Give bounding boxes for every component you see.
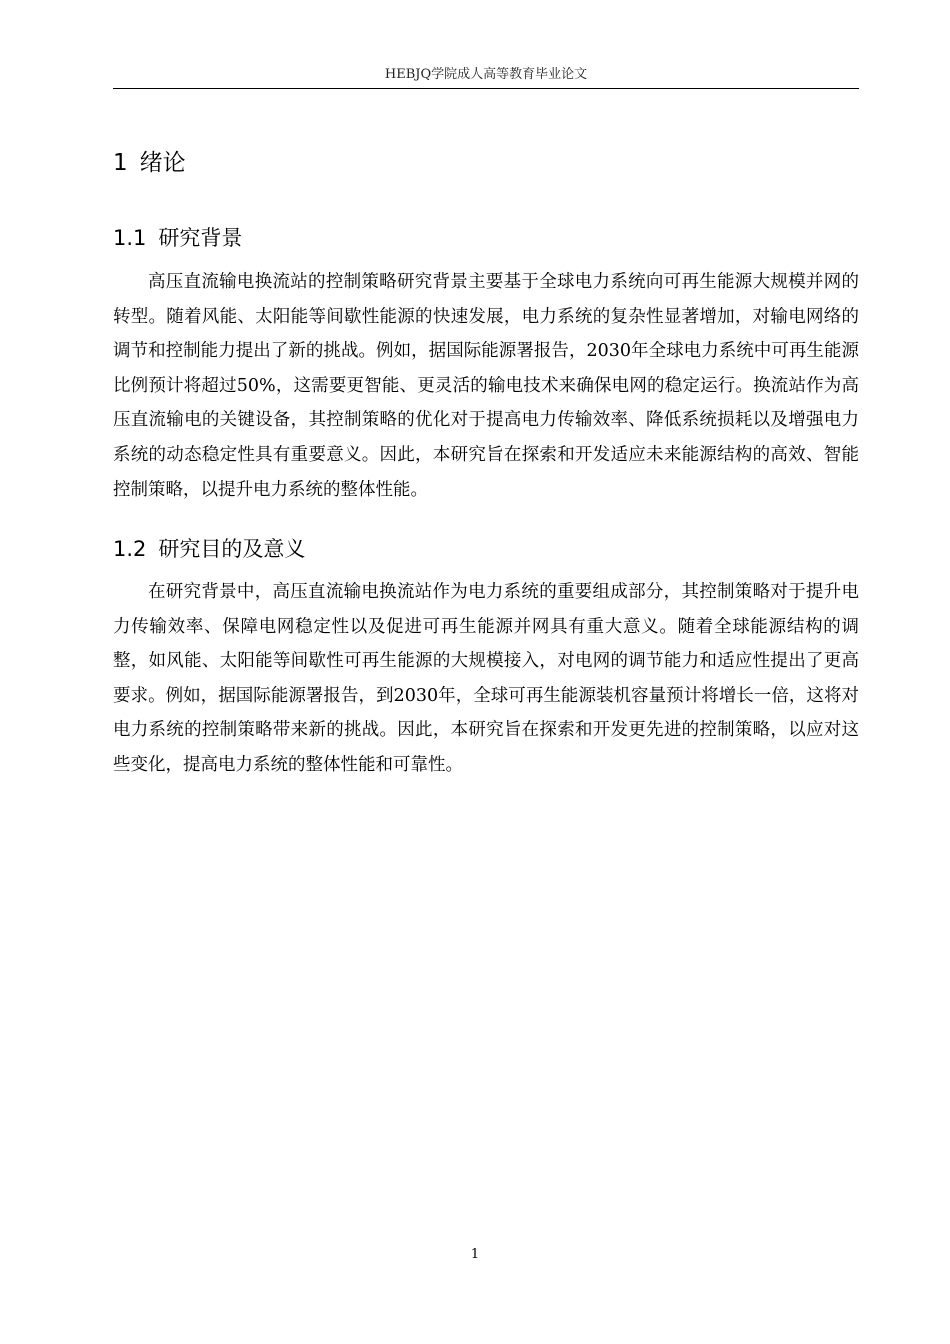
section-title-text: 研究目的及意义 [158, 537, 306, 561]
chapter-title [113, 145, 186, 181]
section-number: 1.1 [113, 226, 147, 250]
section-number: 1.2 [113, 537, 147, 561]
page-number: 1 [470, 1247, 480, 1262]
section-paragraph-1-1: 高压直流输电换流站的控制策略研究背景主要基于全球电力系统向可再生能源大规模并网的转型。随着风能、太阳能等间歇性能源的快速发展，电力系统的复杂性显著增加，对输电网络的调节和控制能力提出了新的挑战。例如，据国际能源署报告，2030年全球电力系统中可再生能源比例预计将超过50%，这需要更智能、更灵活的输电技术来确保电网的稳定运行。换流站作为高压直流输电的关键设备，其控制策略的优化对于提高电力传输效率、降低系统损耗以及增强电力系统的动态稳定性具有重要意义。因此，本研究旨在探索和开发适应未来能源结构的高效、智能控制策略，以提升电力系统的整体性能。 [113, 272, 859, 500]
section-title-1-1 [113, 222, 242, 254]
section-paragraph-1-2: 在研究背景中，高压直流输电换流站作为电力系统的重要组成部分，其控制策略对于提升电力传输效率、保障电网稳定性以及促进可再生能源并网具有重大意义。随着全球能源结构的调整，如风能、太阳能等间歇性可再生能源的大规模接入，对电网的调节能力和适应性提出了更高要求。例如，据国际能源署报告，到2030年，全球可再生能源装机容量预计将增长一倍，这将对电力系统的控制策略带来新的挑战。因此，本研究旨在探索和开发更先进的控制策略，以应对这些变化，提高电力系统的整体性能和可靠性。 [113, 582, 859, 775]
section-title-text: 研究背景 [158, 226, 243, 250]
page-header [113, 64, 859, 89]
header-title: HEBJQ学院成人高等教育毕业论文 [384, 67, 588, 82]
chapter-title-text: 绪论 [139, 150, 186, 176]
section-title-1-2 [113, 533, 305, 565]
chapter-number: 1 [113, 150, 128, 176]
